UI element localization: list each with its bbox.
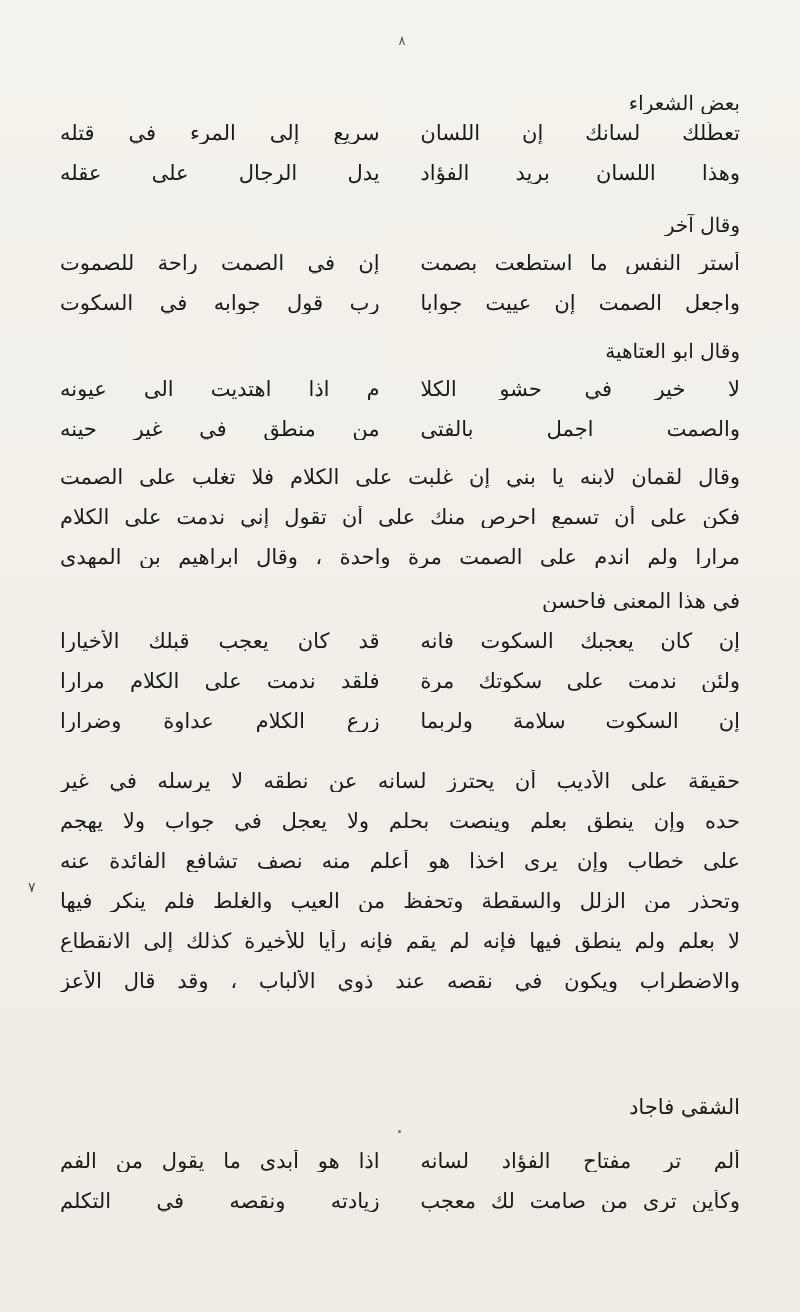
verse-line <box>60 378 740 400</box>
poem-block <box>60 122 740 184</box>
verse-line <box>60 162 740 184</box>
prose-line: لا بعلم ولم ينطق فيها فإنه لم يقم فإنه رأيا للأخيرة كذلك إلى الانقطاع <box>60 930 740 952</box>
prose-paragraph <box>60 466 740 568</box>
verse-left-hemistich: زرع الكلام عداوة وضرارا <box>60 710 380 732</box>
verse-right-hemistich: ألم تر مفتاح الفؤاد لسانه <box>420 1150 740 1172</box>
prose-line: على خطاب وإن يرى اخذا هو أعلم منه نصف تشافع الفائدة عنه <box>60 850 740 872</box>
poem-block <box>60 1150 740 1212</box>
section-heading <box>60 92 740 114</box>
verse-right-hemistich: والصمت اجمل بالفتى <box>420 418 740 440</box>
verse-left-hemistich: قد كان يعجب قبلك الأخيارا <box>60 630 380 652</box>
prose-line: وقال لقمان لابنه يا بني إن غلبت على الكلام فلا تغلب على الصمت <box>60 466 740 488</box>
heading-text: بعض الشعراء <box>628 92 740 114</box>
prose-line: حده وإن ينطق بعلم وينصت بحلم ولا يعجل في جواب ولا يهجم <box>60 810 740 832</box>
verse-line <box>60 670 740 692</box>
verse-left-hemistich: رب قول جوابه في السكوت <box>60 292 380 314</box>
verse-right-hemistich: ولئن ندمت على سكوتك مرة <box>420 670 740 692</box>
page-number: ٨ <box>398 34 406 49</box>
prose-paragraph <box>60 590 740 612</box>
verse-line <box>60 292 740 314</box>
poem-block <box>60 252 740 314</box>
verse-left-hemistich: م اذا اهتديت الى عيونه <box>60 378 380 400</box>
verse-right-hemistich: تعطَّلك لسانك إن اللسان <box>420 122 740 144</box>
ink-dot <box>398 1130 401 1133</box>
prose-line: وتحذر من الزلل والسقطة وتحفظ من العيب والغلط فلم ينكر فيها <box>60 890 740 912</box>
section-heading <box>60 340 740 362</box>
verse-line <box>60 630 740 652</box>
prose-line: الشقي فاجاد <box>629 1096 740 1118</box>
verse-line <box>60 252 740 274</box>
prose-line: في هذا المعنى فاحسن <box>542 590 740 612</box>
verse-right-hemistich: لا خير في حشو الكلا <box>420 378 740 400</box>
prose-paragraph <box>60 1096 740 1118</box>
verse-left-hemistich: سريع إلى المرء في قتله <box>60 122 380 144</box>
verse-line <box>60 418 740 440</box>
prose-line: والاضطراب ويكون في نقصه عند ذوي الألباب ، وقد قال الأعز <box>60 970 740 992</box>
section-heading <box>60 214 740 236</box>
verse-left-hemistich: يدل الرجال على عقله <box>60 162 380 184</box>
verse-right-hemistich: وهذا اللسان بريد الفؤاد <box>420 162 740 184</box>
verse-right-hemistich: واجعل الصمت إن عييت جوابا <box>420 292 740 314</box>
prose-paragraph <box>60 770 740 992</box>
margin-marker: ٧ <box>28 880 36 896</box>
prose-line: مرارا ولم اندم على الصمت مرة واحدة ، وقال ابراهيم بن المهدى <box>60 546 740 568</box>
verse-left-hemistich: اذا هو أبدى ما يقول من الفم <box>60 1150 380 1172</box>
heading-text: وقال آخر <box>664 214 740 236</box>
heading-text: وقال ابو العتاهية <box>605 340 740 362</box>
verse-line <box>60 1190 740 1212</box>
verse-line <box>60 122 740 144</box>
poem-block <box>60 630 740 732</box>
prose-line: حقيقة على الأديب أن يحترز لسانه عن نطقه لا يرسله في غير <box>60 770 740 792</box>
verse-line <box>60 710 740 732</box>
verse-left-hemistich: من منطق في غير حينه <box>60 418 380 440</box>
verse-right-hemistich: إن كان يعجبك السكوت فانه <box>420 630 740 652</box>
verse-line <box>60 1150 740 1172</box>
verse-right-hemistich: إن السكوت سلامة ولربما <box>420 710 740 732</box>
verse-left-hemistich: فلقد ندمت على الكلام مرارا <box>60 670 380 692</box>
verse-left-hemistich: زيادته ونقصه في التكلم <box>60 1190 380 1212</box>
prose-line: فكن على أن تسمع احرص منك على أن تقول إني ندمت على الكلام <box>60 506 740 528</box>
poem-block <box>60 378 740 440</box>
verse-left-hemistich: إن في الصمت راحة للصموت <box>60 252 380 274</box>
verse-right-hemistich: أستر النفس ما استطعت بصمت <box>420 252 740 274</box>
verse-right-hemistich: وكأين ترى من صامت لك معجب <box>420 1190 740 1212</box>
